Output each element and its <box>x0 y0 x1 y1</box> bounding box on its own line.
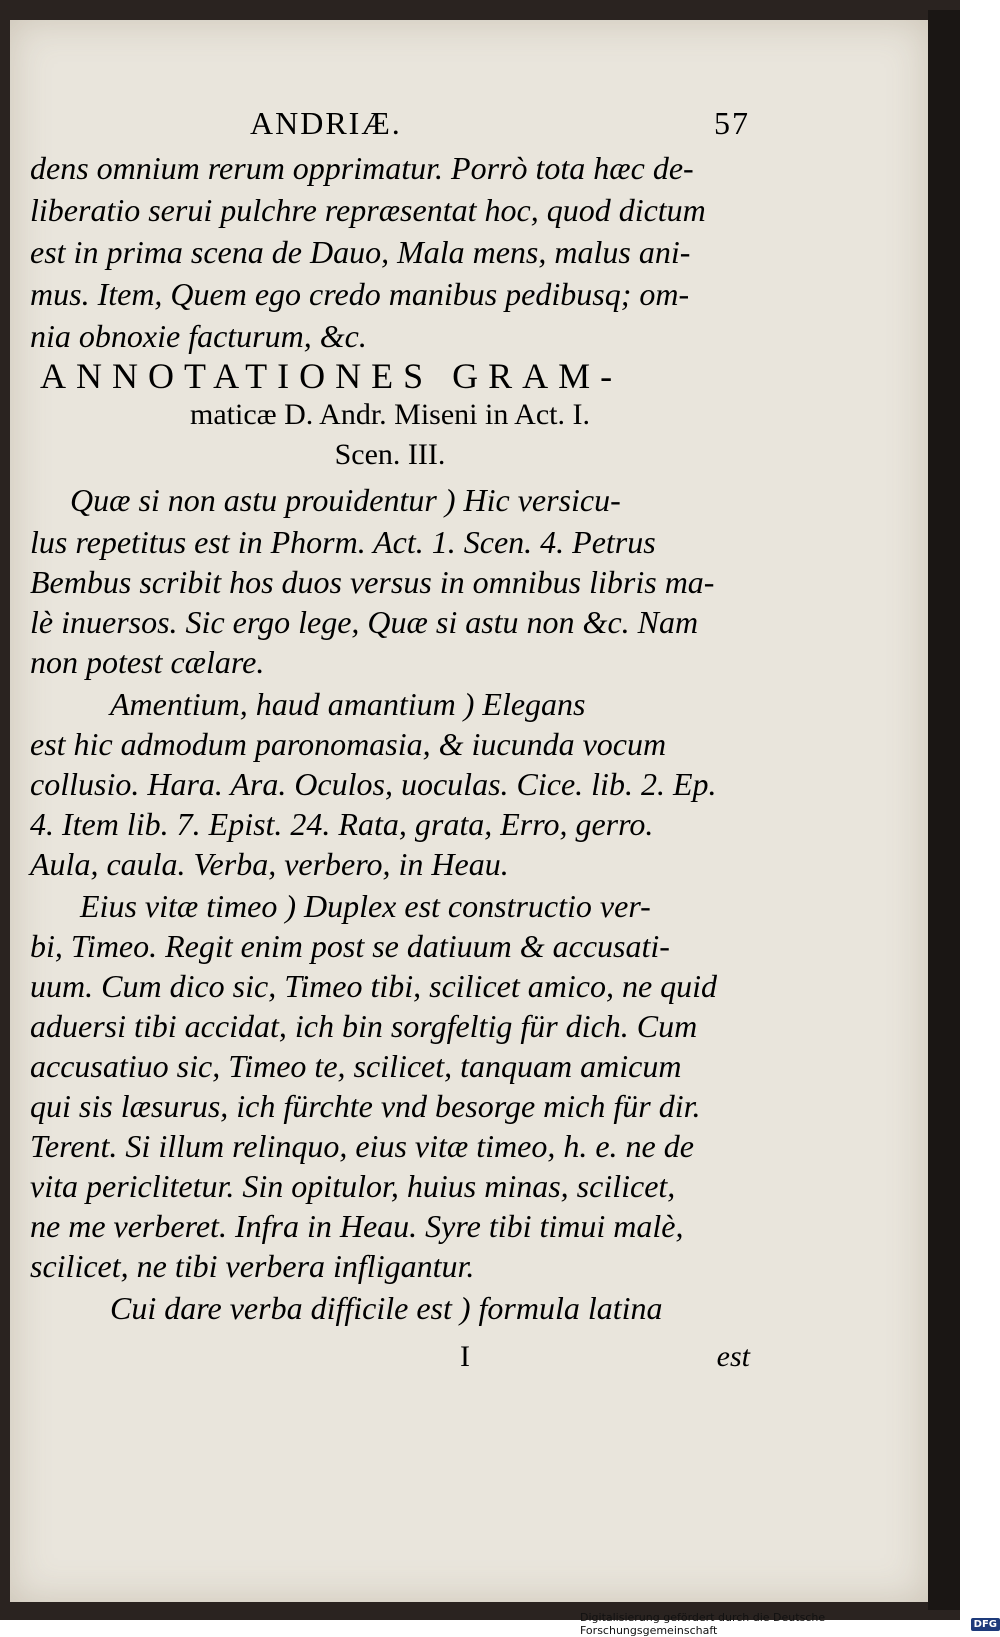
book-spine-edge <box>928 10 960 1610</box>
text-line: Cui dare verba difficile est ) formula latina <box>110 1290 663 1326</box>
text-line: collusio. Hara. Ara. Oculos, uoculas. Cice. lib. 2. Ep. <box>30 766 717 802</box>
signature-mark: I <box>460 1340 470 1373</box>
page-header <box>250 105 750 142</box>
text-line: non potest cælare. <box>30 644 265 680</box>
text-line: Amentium, haud amantium ) Elegans <box>110 686 586 722</box>
text-line: Eius vitæ timeo ) Duplex est constructio ver- <box>80 888 651 924</box>
text-line: qui sis læsurus, ich fürchte vnd besorge mich für dir. <box>30 1088 701 1124</box>
text-line: est hic admodum paronomasia, & iucunda vocum <box>30 726 667 762</box>
digitization-footer <box>580 1611 1000 1637</box>
footer-credit: Digitalisierung gefördert durch die Deutsche Forschungsgemeinschaft <box>580 1611 826 1637</box>
text-line: uum. Cum dico sic, Timeo tibi, scilicet amico, ne quid <box>30 968 718 1004</box>
text-line: accusatiuo sic, Timeo te, scilicet, tanquam amicum <box>30 1048 682 1084</box>
text-line: Terent. Si illum relinquo, eius vitæ timeo, h. e. ne de <box>30 1128 694 1164</box>
text-line: liberatio serui pulchre repræsentat hoc, quod dictum <box>30 192 706 228</box>
text-line: scilicet, ne tibi verbera infligantur. <box>30 1248 475 1284</box>
page-bottom-marks <box>460 1340 750 1374</box>
text-line: aduersi tibi accidat, ich bin sorgfeltig für dich. Cum <box>30 1008 698 1044</box>
text-line: Quæ si non astu prouidentur ) Hic versicu- <box>70 482 621 518</box>
text-line: ne me verberet. Infra in Heau. Syre tibi timui malè, <box>30 1208 684 1244</box>
dfg-logo-icon: DFG <box>971 1618 1000 1631</box>
text-line: Aula, caula. Verba, verbero, in Heau. <box>30 846 509 882</box>
text-line: nia obnoxie facturum, &c. <box>30 318 367 354</box>
section-subheading: maticæ D. Andr. Miseni in Act. I. <box>190 398 590 431</box>
book-page <box>10 20 928 1602</box>
text-line: 4. Item lib. 7. Epist. 24. Rata, grata, Erro, gerro. <box>30 806 654 842</box>
text-line: mus. Item, Quem ego credo manibus pedibusq; om- <box>30 276 690 312</box>
text-line: est in prima scena de Dauo, Mala mens, malus ani- <box>30 234 691 270</box>
section-heading: ANNOTATIONES GRAM- <box>40 356 623 396</box>
text-line: Bembus scribit hos duos versus in omnibus libris ma- <box>30 564 715 600</box>
catchword: est <box>716 1340 750 1373</box>
text-line: dens omnium rerum opprimatur. Porrò tota hæc de- <box>30 150 694 186</box>
text-line: bi, Timeo. Regit enim post se datiuum & accusati- <box>30 928 670 964</box>
section-subheading: Scen. III. <box>334 438 446 471</box>
text-line: vita periclitetur. Sin opitulor, huius minas, scilicet, <box>30 1168 676 1204</box>
text-line: lus repetitus est in Phorm. Act. 1. Scen. 4. Petrus <box>30 524 656 560</box>
running-head: ANDRIÆ. <box>250 105 402 141</box>
text-line: lè inuersos. Sic ergo lege, Quæ si astu non &c. Nam <box>30 604 699 640</box>
page-number: 57 <box>714 105 750 141</box>
